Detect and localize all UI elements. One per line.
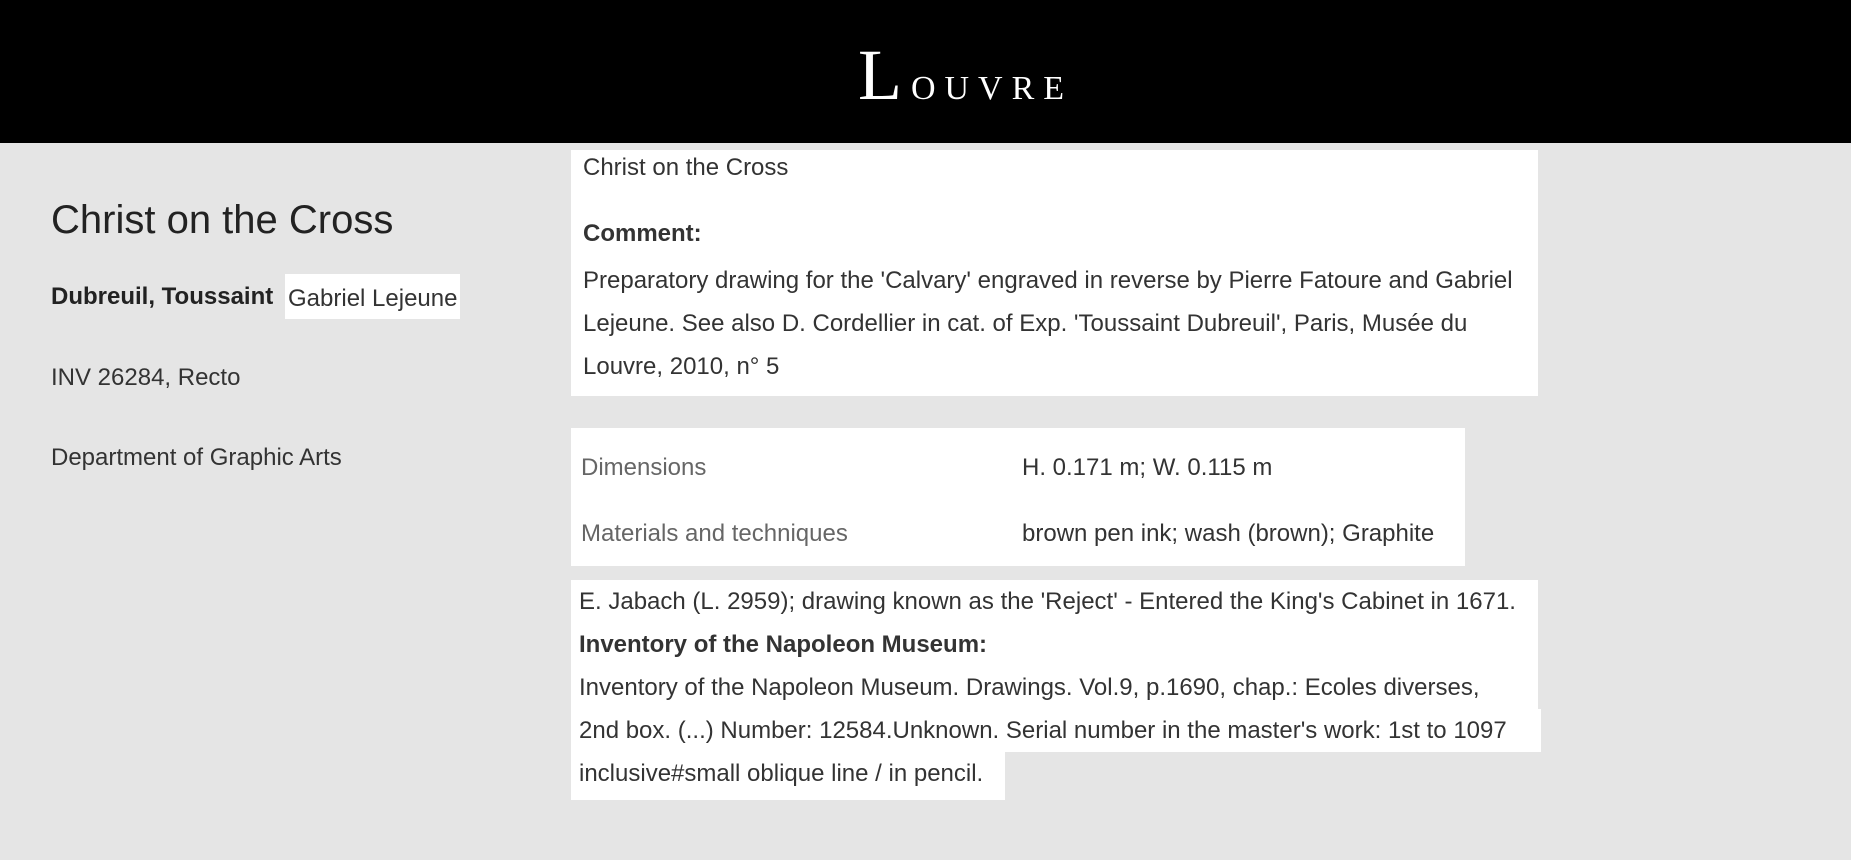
provenance-label: Inventory of the Napoleon Museum: xyxy=(571,623,1538,666)
department-link[interactable]: Department of Graphic Arts xyxy=(51,444,342,471)
comment-label: Comment: xyxy=(583,220,702,247)
artist-secondary-link[interactable]: Gabriel Lejeune xyxy=(285,274,460,319)
logo-rest: ouvre xyxy=(910,57,1074,110)
specs-card xyxy=(571,428,1465,566)
provenance-line: inclusive#small oblique line / in pencil. xyxy=(571,752,1005,800)
spec-value: H. 0.171 m; W. 0.115 m xyxy=(1022,454,1273,481)
spec-label: Dimensions xyxy=(581,454,707,481)
page-title: Christ on the Cross xyxy=(51,198,394,242)
comment-card-title: Christ on the Cross xyxy=(583,154,789,181)
comment-text: Preparatory drawing for the 'Calvary' engraved in reverse by Pierre Fatoure and Gabriel Lejeune. See also D. Cordellier in cat. of Exp. 'Toussaint Dubreuil', Paris, Musée du Louvre, 2010, n° 5 xyxy=(583,267,1513,380)
spec-row-materials xyxy=(581,514,1451,554)
spec-label: Materials and techniques xyxy=(581,520,848,547)
provenance-line: E. Jabach (L. 2959); drawing known as the 'Reject' - Entered the King's Cabinet in 1671. xyxy=(571,580,1538,623)
spec-value: brown pen ink; wash (brown); Graphite xyxy=(1022,520,1435,547)
artist-primary-link[interactable]: Dubreuil, Toussaint xyxy=(51,283,274,310)
spec-row-dimensions xyxy=(581,448,1451,488)
provenance-line: Inventory of the Napoleon Museum. Drawings. Vol.9, p.1690, chap.: Ecoles diverses, xyxy=(571,666,1538,709)
inventory-number: INV 26284, Recto xyxy=(51,364,241,391)
provenance-line: 2nd box. (...) Number: 12584.Unknown. Serial number in the master's work: 1st to 1097 xyxy=(571,709,1541,752)
louvre-logo[interactable] xyxy=(0,35,1851,117)
logo-initial: L xyxy=(857,35,911,115)
site-header xyxy=(0,0,1851,143)
comment-card xyxy=(571,150,1538,396)
